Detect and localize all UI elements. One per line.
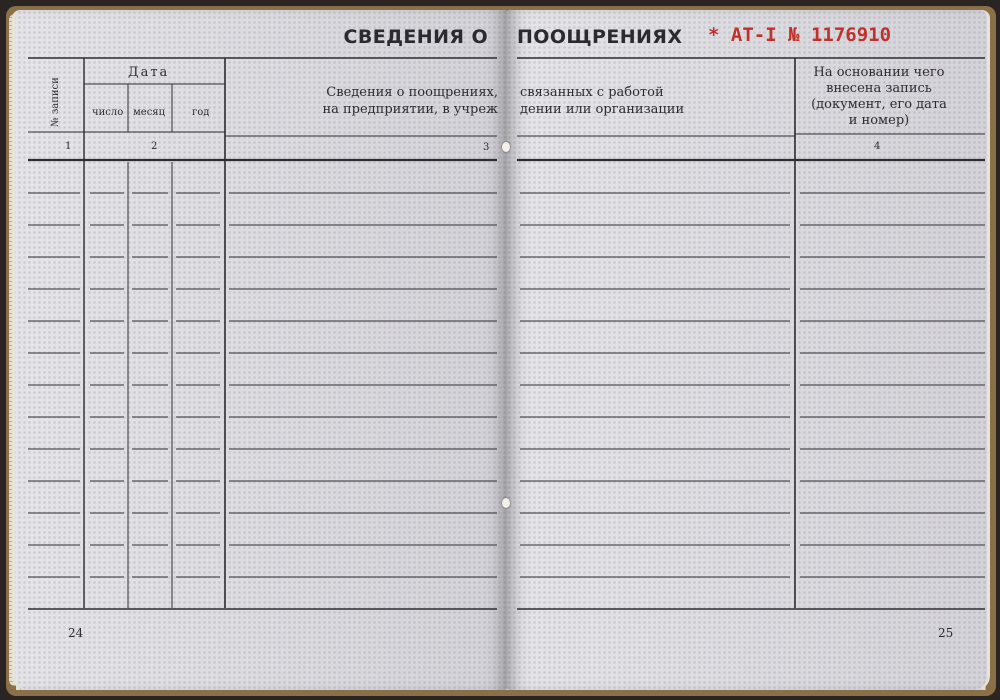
header-info-left-2: на предприятии, в учреж [322,102,498,117]
header-basis-1: На основании чего [813,65,945,80]
column-number-4: 4 [874,141,881,152]
header-info-left-1: Сведения о поощрениях, [326,85,498,100]
header-basis-2: внесена запись [826,81,932,96]
section-title-right: ПООЩРЕНИЯХ [517,26,683,48]
header-basis-3: (документ, его дата [811,97,947,112]
column-number-3: 3 [483,142,490,153]
header-info-right-2: дении или организации [520,102,685,117]
page-number-right: 25 [938,626,954,640]
header-info-right-1: связанных с работой [520,85,664,100]
header-date: Дата [128,65,170,80]
header-day: число [92,107,124,118]
header-month: месяц [133,107,166,118]
header-record-number: № записи [50,77,61,127]
header-year: год [192,107,210,118]
column-number-1: 1 [65,141,72,152]
section-title-left: СВЕДЕНИЯ О [343,26,488,48]
page-number-left: 24 [68,626,84,640]
column-number-2: 2 [151,141,158,152]
header-basis-4: и номер) [848,113,910,128]
serial-number: * АТ-I № 1176910 [708,24,892,46]
